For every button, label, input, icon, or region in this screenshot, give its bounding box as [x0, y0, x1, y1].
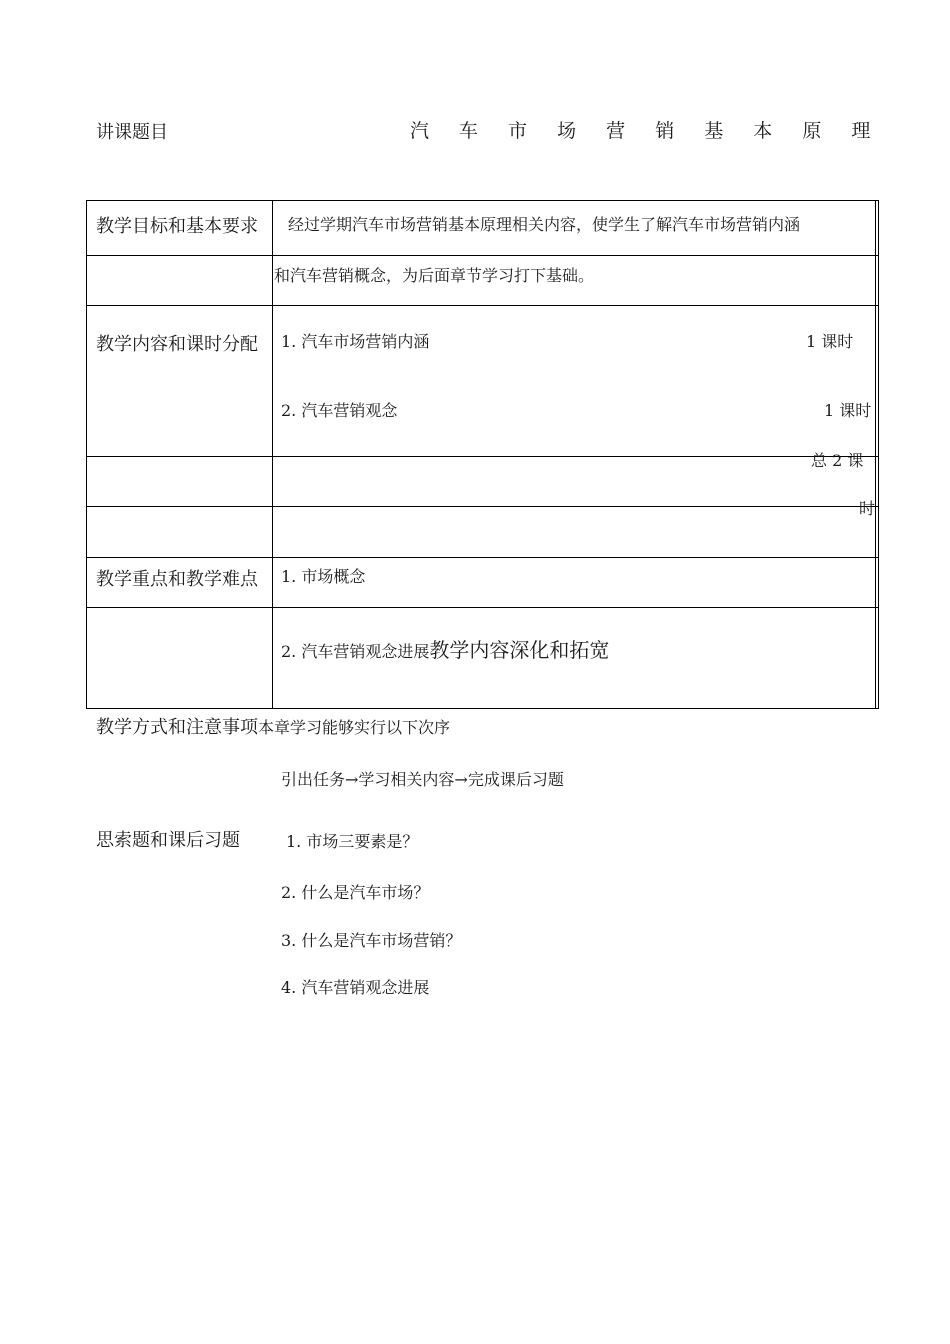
exercise-item-4: 4. 汽车营销观念进展: [281, 978, 430, 997]
content-item-1: 1. 汽车市场营销内涵: [281, 332, 430, 351]
total-hours-line2: 时: [859, 499, 876, 518]
keypoint-1: 1. 市场概念: [281, 567, 366, 586]
keypoints-label: 教学重点和教学难点: [96, 569, 258, 590]
content-item-2: 2. 汽车营销观念: [281, 401, 398, 420]
content-label: 教学内容和课时分配: [96, 334, 258, 355]
page-title: 汽 车 市 场 营 销 基 本 原 理: [410, 120, 883, 142]
total-hours-line1: 总 2 课: [811, 451, 864, 470]
methods-text: 本章学习能够实行以下次序: [258, 718, 451, 737]
methods-row: [96, 713, 450, 739]
exercise-item-2: 2. 什么是汽车市场？: [281, 883, 430, 902]
keypoint-2-extension: 教学内容深化和拓宽: [429, 638, 610, 662]
content-item-1-hours: 1 课时: [806, 332, 854, 351]
objectives-text-line1: 经过学期汽车市场营销基本原理相关内容，使学生了解汽车市场营销内涵: [288, 215, 801, 234]
methods-sequence: 引出任务→学习相关内容→完成课后习题: [281, 770, 564, 789]
objectives-text-line2: 和汽车营销概念，为后面章节学习打下基础。: [274, 266, 595, 285]
objectives-label: 教学目标和基本要求: [96, 216, 258, 237]
lecture-topic-label: 讲课题目: [96, 122, 168, 143]
keypoint-2-text: 2. 汽车营销观念进展: [281, 642, 430, 661]
exercise-item-1: 1. 市场三要素是？: [286, 832, 419, 851]
keypoint-2: [281, 634, 609, 663]
methods-label: 教学方式和注意事项: [96, 717, 258, 738]
content-item-2-hours: 1 课时: [824, 401, 872, 420]
exercises-label: 思索题和课后习题: [96, 830, 240, 851]
exercise-item-3: 3. 什么是汽车市场营销？: [281, 931, 462, 950]
